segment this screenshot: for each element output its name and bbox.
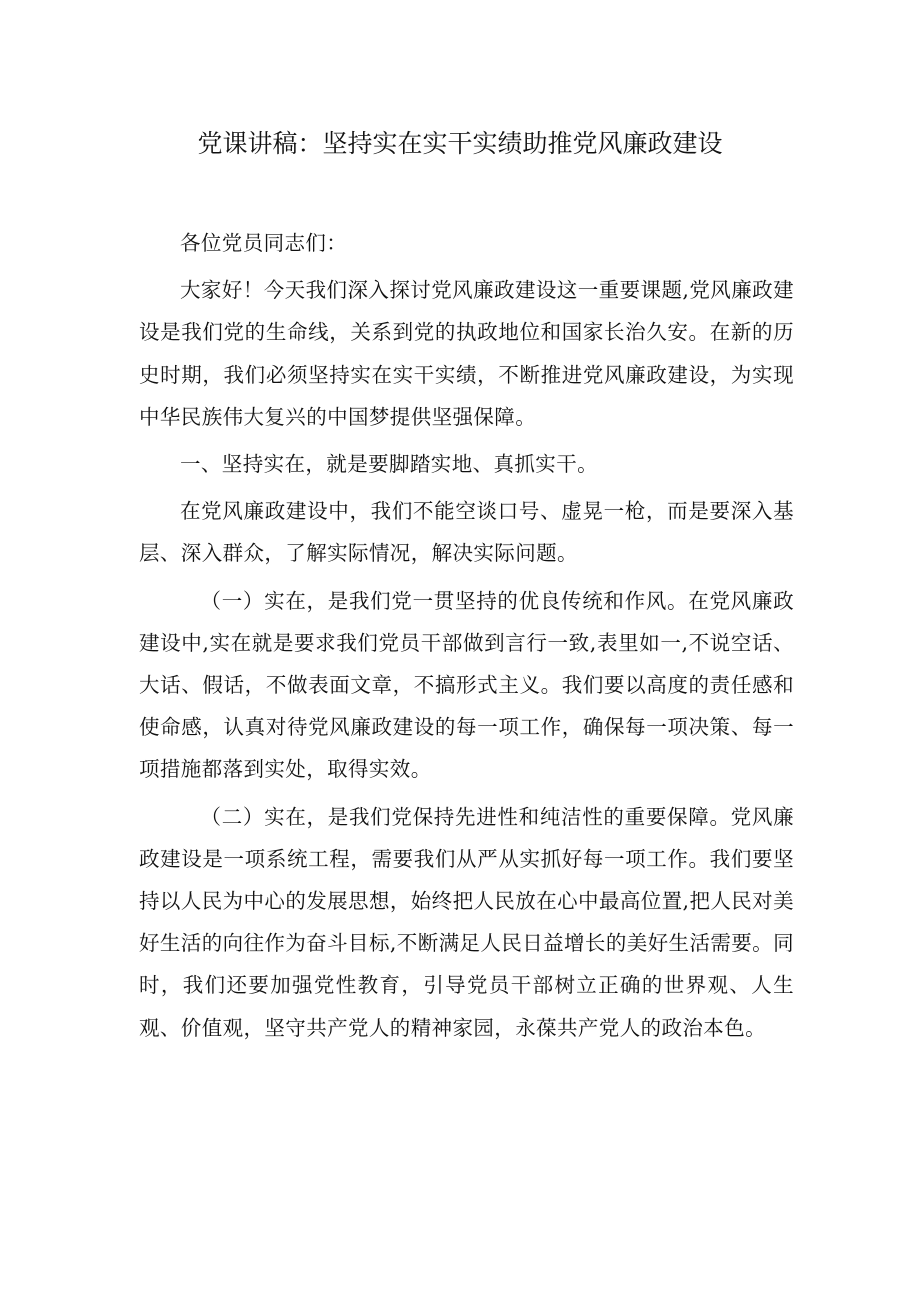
document-body [139,222,794,1054]
subsection-1-paragraph: （一）实在，是我们党一贯坚持的优良传统和作风。在党风廉政建设中,实在就是要求我们党员干部做到言行一致,表里如一,不说空话、大话、假话，不做表面文章，不搞形式主义。我们要以高度的责任感和使命感，认真对待党风廉政建设的每一项工作，确保每一项决策、每一项措施都落到实处，取得实效。 [139,588,794,782]
subsection-2-paragraph: （二）实在，是我们党保持先进性和纯洁性的重要保障。党风廉政建设是一项系统工程，需要我们从严从实抓好每一项工作。我们要坚持以人民为中心的发展思想，始终把人民放在心中最高位置,把人民对美好生活的向往作为奋斗目标,不断满足人民日益增长的美好生活需要。同时，我们还要加强党性教育，引导党员干部树立正确的世界观、人生观、价值观，坚守共产党人的精神家园，永葆共产党人的政治本色。 [139,804,794,1040]
opening-paragraph: 大家好！今天我们深入探讨党风廉政建设这一重要课题,党风廉政建设是我们党的生命线，关系到党的执政地位和国家长治久安。在新的历史时期，我们必须坚持实在实干实绩，不断推进党风廉政建设，为实现中华民族伟大复兴的中国梦提供坚强保障。 [139,278,794,429]
salutation-paragraph: 各位党员同志们： [180,231,348,255]
section-1-intro-paragraph: 在党风廉政建设中，我们不能空谈口号、虚晃一枪，而是要深入基层、深入群众，了解实际情况，解决实际问题。 [139,499,794,566]
section-heading-1: 一、坚持实在，就是要脚踏实地、真抓实干。 [180,452,598,477]
document-title: 党课讲稿：坚持实在实干实绩助推党风廉政建设 [197,129,723,158]
